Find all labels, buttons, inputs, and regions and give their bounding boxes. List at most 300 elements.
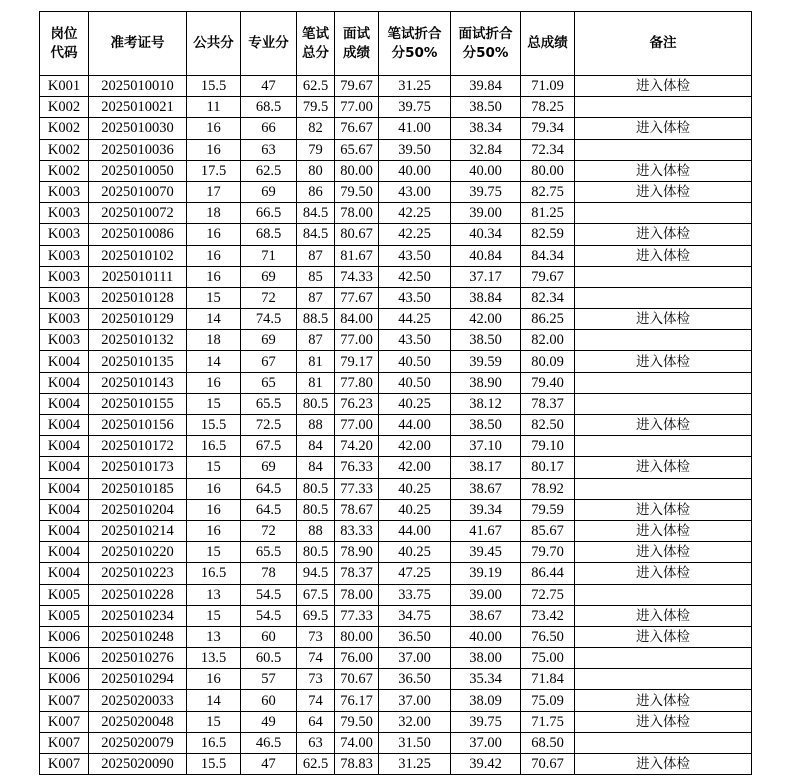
cell-ticket-no: 2025010030 (89, 118, 187, 139)
cell-written-50: 36.50 (379, 626, 451, 647)
cell-public-score: 15 (187, 711, 241, 732)
cell-written-total: 80 (297, 160, 335, 181)
table-row (40, 732, 752, 753)
cell-post-code: K004 (40, 415, 89, 436)
cell-post-code: K004 (40, 436, 89, 457)
cell-public-score: 16 (187, 266, 241, 287)
cell-interview-score: 78.00 (335, 203, 379, 224)
cell-interview-50: 38.84 (451, 287, 521, 308)
cell-written-total: 67.5 (297, 584, 335, 605)
cell-ticket-no: 2025010010 (89, 76, 187, 97)
score-table (39, 11, 752, 775)
cell-interview-score: 77.00 (335, 415, 379, 436)
table-row (40, 266, 752, 287)
cell-interview-50: 39.00 (451, 584, 521, 605)
cell-interview-score: 79.50 (335, 181, 379, 202)
cell-total-score: 79.10 (521, 436, 575, 457)
cell-remark (575, 287, 752, 308)
cell-post-code: K003 (40, 224, 89, 245)
cell-written-50: 31.25 (379, 754, 451, 775)
cell-total-score: 86.44 (521, 563, 575, 584)
cell-public-score: 13.5 (187, 648, 241, 669)
cell-post-code: K004 (40, 499, 89, 520)
cell-major-score: 66.5 (241, 203, 297, 224)
cell-major-score: 68.5 (241, 224, 297, 245)
cell-written-total: 84.5 (297, 203, 335, 224)
cell-total-score: 72.34 (521, 139, 575, 160)
cell-total-score: 78.92 (521, 478, 575, 499)
cell-interview-50: 39.45 (451, 542, 521, 563)
cell-written-total: 84.5 (297, 224, 335, 245)
cell-ticket-no: 2025010102 (89, 245, 187, 266)
header-ticket-no: 准考证号 (89, 12, 187, 76)
table-row (40, 436, 752, 457)
cell-interview-score: 79.17 (335, 351, 379, 372)
cell-public-score: 16.5 (187, 732, 241, 753)
cell-major-score: 67 (241, 351, 297, 372)
cell-remark: 进入体检 (575, 520, 752, 541)
cell-major-score: 65.5 (241, 393, 297, 414)
cell-remark (575, 372, 752, 393)
cell-ticket-no: 2025010248 (89, 626, 187, 647)
cell-interview-score: 77.80 (335, 372, 379, 393)
cell-major-score: 69 (241, 266, 297, 287)
cell-written-total: 63 (297, 732, 335, 753)
cell-written-50: 40.00 (379, 160, 451, 181)
cell-ticket-no: 2025010173 (89, 457, 187, 478)
cell-ticket-no: 2025010135 (89, 351, 187, 372)
cell-written-50: 43.50 (379, 330, 451, 351)
cell-total-score: 73.42 (521, 605, 575, 626)
cell-written-total: 88 (297, 415, 335, 436)
cell-written-total: 86 (297, 181, 335, 202)
cell-written-total: 85 (297, 266, 335, 287)
cell-interview-50: 39.00 (451, 203, 521, 224)
cell-interview-score: 78.90 (335, 542, 379, 563)
cell-total-score: 79.34 (521, 118, 575, 139)
table-row (40, 181, 752, 202)
cell-interview-50: 39.75 (451, 711, 521, 732)
cell-interview-score: 70.67 (335, 669, 379, 690)
cell-ticket-no: 2025010070 (89, 181, 187, 202)
cell-remark: 进入体检 (575, 351, 752, 372)
cell-ticket-no: 2025010155 (89, 393, 187, 414)
cell-written-total: 79.5 (297, 97, 335, 118)
cell-ticket-no: 2025010223 (89, 563, 187, 584)
cell-post-code: K002 (40, 160, 89, 181)
cell-interview-score: 74.00 (335, 732, 379, 753)
table-row (40, 563, 752, 584)
cell-written-total: 80.5 (297, 478, 335, 499)
cell-interview-50: 40.00 (451, 626, 521, 647)
cell-interview-50: 38.00 (451, 648, 521, 669)
cell-remark: 进入体检 (575, 711, 752, 732)
table-row (40, 520, 752, 541)
cell-interview-50: 38.90 (451, 372, 521, 393)
cell-major-score: 74.5 (241, 309, 297, 330)
cell-written-total: 69.5 (297, 605, 335, 626)
cell-total-score: 80.09 (521, 351, 575, 372)
cell-total-score: 85.67 (521, 520, 575, 541)
header-written-total: 笔试 总分 (297, 12, 335, 76)
cell-written-50: 39.50 (379, 139, 451, 160)
cell-ticket-no: 2025010276 (89, 648, 187, 669)
cell-interview-score: 76.33 (335, 457, 379, 478)
cell-written-50: 44.25 (379, 309, 451, 330)
cell-written-total: 81 (297, 372, 335, 393)
cell-interview-50: 42.00 (451, 309, 521, 330)
cell-remark (575, 393, 752, 414)
cell-interview-score: 78.83 (335, 754, 379, 775)
cell-written-total: 80.5 (297, 499, 335, 520)
cell-total-score: 78.37 (521, 393, 575, 414)
cell-written-total: 94.5 (297, 563, 335, 584)
cell-public-score: 13 (187, 626, 241, 647)
header-remark: 备注 (575, 12, 752, 76)
cell-public-score: 15 (187, 542, 241, 563)
cell-interview-score: 74.33 (335, 266, 379, 287)
cell-ticket-no: 2025010129 (89, 309, 187, 330)
cell-ticket-no: 2025010214 (89, 520, 187, 541)
cell-major-score: 69 (241, 330, 297, 351)
cell-interview-score: 76.67 (335, 118, 379, 139)
header-public-score: 公共分 (187, 12, 241, 76)
cell-total-score: 78.25 (521, 97, 575, 118)
cell-interview-score: 76.17 (335, 690, 379, 711)
cell-public-score: 16 (187, 669, 241, 690)
cell-written-50: 37.00 (379, 690, 451, 711)
cell-written-50: 47.25 (379, 563, 451, 584)
cell-written-total: 79 (297, 139, 335, 160)
cell-public-score: 14 (187, 309, 241, 330)
cell-interview-score: 81.67 (335, 245, 379, 266)
cell-total-score: 79.40 (521, 372, 575, 393)
cell-remark (575, 330, 752, 351)
cell-interview-score: 77.67 (335, 287, 379, 308)
cell-interview-score: 77.33 (335, 478, 379, 499)
cell-major-score: 49 (241, 711, 297, 732)
header-row (40, 12, 752, 76)
cell-remark: 进入体检 (575, 224, 752, 245)
table-row (40, 690, 752, 711)
cell-major-score: 62.5 (241, 160, 297, 181)
cell-interview-50: 41.67 (451, 520, 521, 541)
table-body (40, 76, 752, 775)
cell-written-total: 87 (297, 330, 335, 351)
table-row (40, 245, 752, 266)
cell-interview-score: 83.33 (335, 520, 379, 541)
cell-interview-50: 38.17 (451, 457, 521, 478)
cell-written-total: 62.5 (297, 76, 335, 97)
cell-written-total: 62.5 (297, 754, 335, 775)
cell-total-score: 81.25 (521, 203, 575, 224)
cell-major-score: 60.5 (241, 648, 297, 669)
cell-post-code: K004 (40, 542, 89, 563)
cell-written-50: 42.50 (379, 266, 451, 287)
cell-post-code: K002 (40, 118, 89, 139)
cell-public-score: 15 (187, 393, 241, 414)
cell-post-code: K004 (40, 478, 89, 499)
table-row (40, 542, 752, 563)
cell-written-total: 64 (297, 711, 335, 732)
cell-written-total: 88.5 (297, 309, 335, 330)
cell-ticket-no: 2025020048 (89, 711, 187, 732)
table-row (40, 203, 752, 224)
table-row (40, 415, 752, 436)
cell-post-code: K004 (40, 393, 89, 414)
cell-remark (575, 478, 752, 499)
header-interview-50: 面试折合 分50% (451, 12, 521, 76)
table-row (40, 224, 752, 245)
cell-written-50: 34.75 (379, 605, 451, 626)
cell-ticket-no: 2025020090 (89, 754, 187, 775)
cell-total-score: 68.50 (521, 732, 575, 753)
cell-ticket-no: 2025010156 (89, 415, 187, 436)
table-row (40, 351, 752, 372)
table-row (40, 499, 752, 520)
cell-remark (575, 436, 752, 457)
cell-interview-50: 38.50 (451, 330, 521, 351)
table-row (40, 309, 752, 330)
cell-total-score: 82.00 (521, 330, 575, 351)
cell-public-score: 16 (187, 499, 241, 520)
cell-written-50: 40.50 (379, 351, 451, 372)
cell-total-score: 80.00 (521, 160, 575, 181)
cell-remark: 进入体检 (575, 499, 752, 520)
cell-interview-score: 78.37 (335, 563, 379, 584)
cell-major-score: 60 (241, 626, 297, 647)
cell-interview-50: 38.50 (451, 415, 521, 436)
cell-public-score: 15.5 (187, 415, 241, 436)
cell-written-50: 40.25 (379, 393, 451, 414)
cell-major-score: 57 (241, 669, 297, 690)
cell-total-score: 76.50 (521, 626, 575, 647)
cell-interview-50: 38.09 (451, 690, 521, 711)
cell-written-total: 87 (297, 245, 335, 266)
cell-written-50: 43.00 (379, 181, 451, 202)
cell-written-50: 43.50 (379, 287, 451, 308)
cell-public-score: 13 (187, 584, 241, 605)
cell-interview-50: 35.34 (451, 669, 521, 690)
cell-interview-50: 39.75 (451, 181, 521, 202)
cell-public-score: 15 (187, 287, 241, 308)
cell-public-score: 16 (187, 118, 241, 139)
cell-major-score: 64.5 (241, 499, 297, 520)
cell-major-score: 68.5 (241, 97, 297, 118)
cell-ticket-no: 2025010086 (89, 224, 187, 245)
cell-total-score: 75.00 (521, 648, 575, 669)
cell-interview-score: 80.00 (335, 160, 379, 181)
table-row (40, 76, 752, 97)
header-written-50: 笔试折合 分50% (379, 12, 451, 76)
cell-post-code: K007 (40, 711, 89, 732)
cell-major-score: 69 (241, 457, 297, 478)
cell-public-score: 16 (187, 372, 241, 393)
cell-post-code: K003 (40, 203, 89, 224)
cell-interview-score: 80.67 (335, 224, 379, 245)
cell-interview-50: 40.34 (451, 224, 521, 245)
cell-public-score: 16 (187, 139, 241, 160)
cell-remark: 进入体检 (575, 626, 752, 647)
cell-public-score: 18 (187, 203, 241, 224)
cell-interview-50: 37.10 (451, 436, 521, 457)
header-major-score: 专业分 (241, 12, 297, 76)
cell-remark (575, 139, 752, 160)
cell-interview-score: 77.33 (335, 605, 379, 626)
cell-public-score: 16 (187, 520, 241, 541)
cell-interview-score: 77.00 (335, 330, 379, 351)
cell-interview-score: 84.00 (335, 309, 379, 330)
cell-total-score: 72.75 (521, 584, 575, 605)
table-row (40, 330, 752, 351)
header-total-score: 总成绩 (521, 12, 575, 76)
cell-remark: 进入体检 (575, 76, 752, 97)
cell-post-code: K003 (40, 266, 89, 287)
cell-interview-score: 78.00 (335, 584, 379, 605)
cell-written-total: 73 (297, 626, 335, 647)
cell-interview-50: 38.34 (451, 118, 521, 139)
cell-public-score: 11 (187, 97, 241, 118)
cell-total-score: 71.09 (521, 76, 575, 97)
cell-ticket-no: 2025010234 (89, 605, 187, 626)
cell-major-score: 78 (241, 563, 297, 584)
cell-major-score: 60 (241, 690, 297, 711)
cell-remark (575, 648, 752, 669)
cell-written-total: 80.5 (297, 542, 335, 563)
cell-major-score: 54.5 (241, 605, 297, 626)
table-row (40, 711, 752, 732)
table-row (40, 648, 752, 669)
cell-public-score: 16 (187, 224, 241, 245)
cell-interview-score: 74.20 (335, 436, 379, 457)
cell-written-total: 73 (297, 669, 335, 690)
cell-ticket-no: 2025010021 (89, 97, 187, 118)
table-row (40, 97, 752, 118)
cell-major-score: 65 (241, 372, 297, 393)
cell-ticket-no: 2025010204 (89, 499, 187, 520)
cell-written-total: 87 (297, 287, 335, 308)
cell-ticket-no: 2025010185 (89, 478, 187, 499)
cell-public-score: 17.5 (187, 160, 241, 181)
cell-ticket-no: 2025010228 (89, 584, 187, 605)
cell-written-50: 31.25 (379, 76, 451, 97)
cell-written-total: 81 (297, 351, 335, 372)
cell-post-code: K006 (40, 648, 89, 669)
cell-written-total: 88 (297, 520, 335, 541)
cell-total-score: 70.67 (521, 754, 575, 775)
cell-ticket-no: 2025020079 (89, 732, 187, 753)
cell-ticket-no: 2025020033 (89, 690, 187, 711)
cell-total-score: 86.25 (521, 309, 575, 330)
cell-interview-50: 39.34 (451, 499, 521, 520)
cell-total-score: 79.70 (521, 542, 575, 563)
cell-post-code: K002 (40, 97, 89, 118)
table-row (40, 118, 752, 139)
cell-interview-50: 38.12 (451, 393, 521, 414)
cell-public-score: 18 (187, 330, 241, 351)
cell-post-code: K003 (40, 245, 89, 266)
cell-public-score: 15.5 (187, 76, 241, 97)
cell-remark: 进入体检 (575, 457, 752, 478)
table-row (40, 584, 752, 605)
cell-written-50: 44.00 (379, 520, 451, 541)
cell-total-score: 82.59 (521, 224, 575, 245)
cell-remark: 进入体检 (575, 118, 752, 139)
cell-total-score: 82.50 (521, 415, 575, 436)
table-row (40, 478, 752, 499)
cell-post-code: K003 (40, 309, 89, 330)
cell-interview-score: 76.00 (335, 648, 379, 669)
header-interview-score: 面试 成绩 (335, 12, 379, 76)
cell-total-score: 71.75 (521, 711, 575, 732)
cell-total-score: 82.34 (521, 287, 575, 308)
cell-written-50: 40.25 (379, 478, 451, 499)
cell-interview-50: 37.00 (451, 732, 521, 753)
cell-remark (575, 584, 752, 605)
cell-post-code: K004 (40, 457, 89, 478)
cell-total-score: 80.17 (521, 457, 575, 478)
table-row (40, 287, 752, 308)
cell-total-score: 82.75 (521, 181, 575, 202)
cell-post-code: K007 (40, 690, 89, 711)
cell-major-score: 65.5 (241, 542, 297, 563)
cell-written-total: 74 (297, 648, 335, 669)
cell-written-50: 42.25 (379, 224, 451, 245)
table-row (40, 393, 752, 414)
cell-major-score: 69 (241, 181, 297, 202)
cell-interview-score: 78.67 (335, 499, 379, 520)
cell-remark (575, 669, 752, 690)
cell-post-code: K004 (40, 520, 89, 541)
cell-interview-50: 38.67 (451, 605, 521, 626)
cell-major-score: 67.5 (241, 436, 297, 457)
cell-written-total: 80.5 (297, 393, 335, 414)
cell-post-code: K007 (40, 732, 89, 753)
cell-total-score: 84.34 (521, 245, 575, 266)
cell-written-total: 84 (297, 457, 335, 478)
cell-total-score: 79.67 (521, 266, 575, 287)
cell-interview-50: 39.42 (451, 754, 521, 775)
cell-written-total: 82 (297, 118, 335, 139)
cell-remark: 进入体检 (575, 690, 752, 711)
cell-interview-score: 80.00 (335, 626, 379, 647)
cell-total-score: 71.84 (521, 669, 575, 690)
cell-written-50: 40.50 (379, 372, 451, 393)
cell-public-score: 16 (187, 245, 241, 266)
cell-post-code: K006 (40, 626, 89, 647)
cell-interview-50: 40.84 (451, 245, 521, 266)
cell-post-code: K005 (40, 584, 89, 605)
cell-public-score: 14 (187, 351, 241, 372)
cell-interview-50: 38.67 (451, 478, 521, 499)
cell-post-code: K003 (40, 330, 89, 351)
cell-interview-50: 39.59 (451, 351, 521, 372)
cell-remark: 进入体检 (575, 542, 752, 563)
cell-interview-score: 77.00 (335, 97, 379, 118)
cell-written-50: 39.75 (379, 97, 451, 118)
cell-written-50: 43.50 (379, 245, 451, 266)
cell-interview-50: 32.84 (451, 139, 521, 160)
table-row (40, 139, 752, 160)
cell-major-score: 47 (241, 76, 297, 97)
cell-ticket-no: 2025010036 (89, 139, 187, 160)
cell-written-50: 41.00 (379, 118, 451, 139)
cell-written-50: 40.25 (379, 542, 451, 563)
cell-written-50: 32.00 (379, 711, 451, 732)
cell-interview-50: 38.50 (451, 97, 521, 118)
header-post-code: 岗位 代码 (40, 12, 89, 76)
cell-major-score: 63 (241, 139, 297, 160)
